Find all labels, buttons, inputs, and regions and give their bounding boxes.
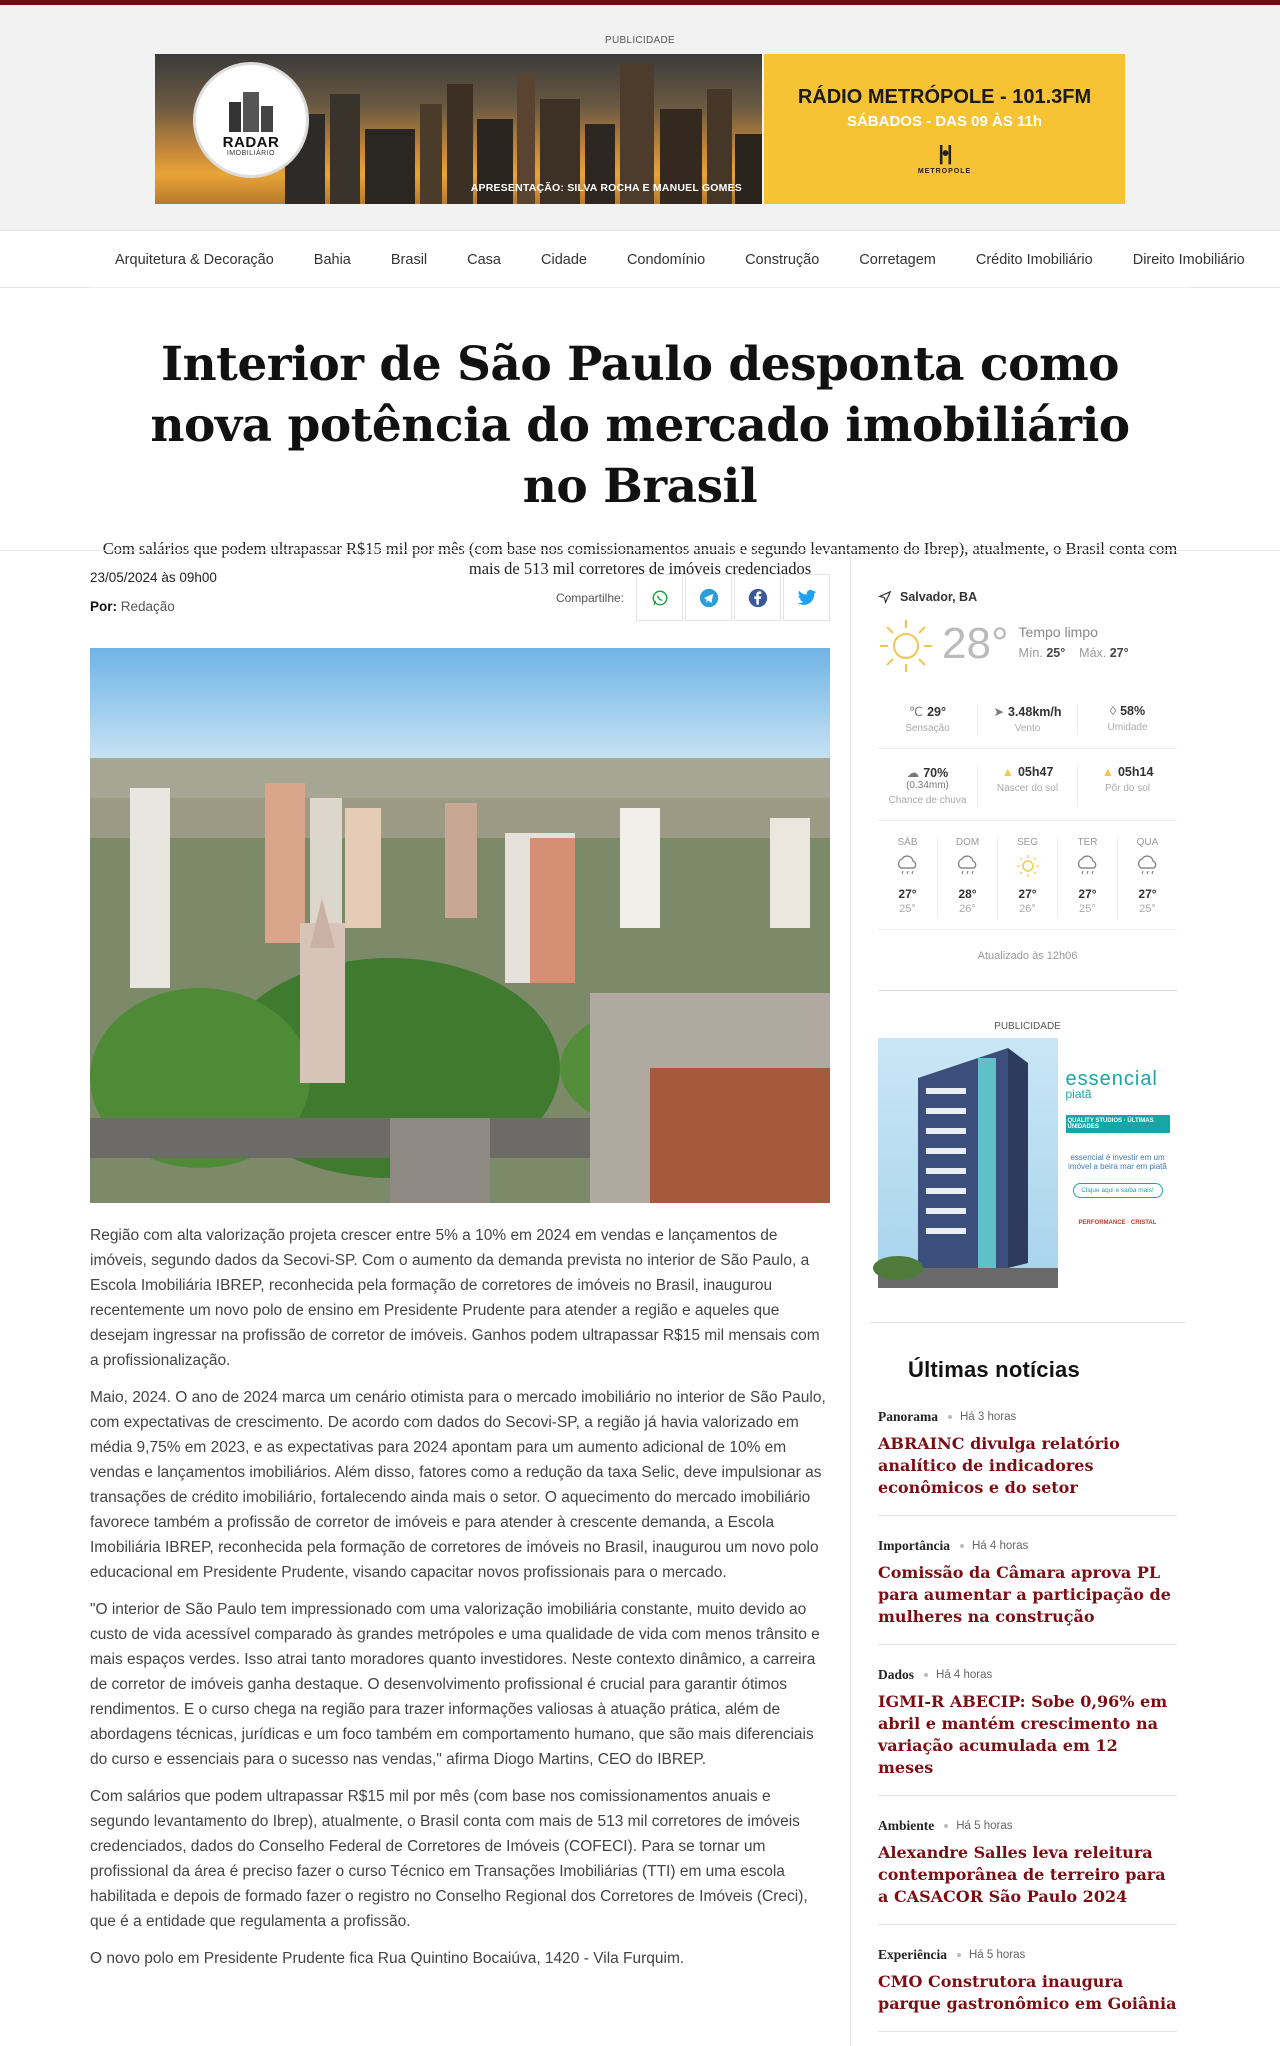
metropole-mark-icon: |•| [938, 143, 951, 165]
essencial-piata-ad[interactable] [878, 1038, 1178, 1288]
article-paragraph: Com salários que podem ultrapassar R$15 mil por mês (com base nos comissionamentos anuais e segundo levantamento do Ibrep), atualmente, o Brasil conta com mais de 513 mil corretores de imóveis credenciados, dados do Conselho Federal de Corretores de Imóveis (COFECI). Para se tornar um profissional da área é preciso fazer o curso Técnico em Transações Imobiliárias (TTI) em uma escola habilitada e depois de formado fazer o registro no Conselho Regional dos Corretores de Imóveis (Creci), que é a entidade que regulamenta a profissão. [90, 1788, 808, 1930]
sunset-value: 05h14 [1117, 765, 1154, 779]
article-subtitle: Com salários que podem ultrapassar R$15 mil por mês (com base nos comissionamentos anuais e segundo levantamento do Ibrep), atualmente, o Brasil conta com mais de 513 mil corretores de imóveis credenciados [102, 539, 1178, 578]
rain-cloud-icon: ☁ [906, 766, 920, 780]
essencial-cta-button[interactable]: Clique aqui e saiba mais! [1073, 1183, 1163, 1198]
sidebar [870, 570, 1185, 2032]
forecast-max: 28° [958, 887, 977, 901]
essencial-partner-logos: PERFORMANCE · CRISTAL [1078, 1220, 1157, 1226]
weather-forecast [878, 837, 1177, 930]
article-paragraph: "O interior de São Paulo tem impressionado com uma valorização imobiliária constante, muito devido ao custo de vida acessível comparado às grandes metrópoles e uma qualidade de vida com menos trânsito e mais espaços verdes. Isso atrai tanto moradores quanto investidores. Neste contexto dinâmico, a carreira de corretor de imóveis ganha destaque. O desenvolvimento profissional é crucial para garantir ótimos rendimentos. E o curso chega na região para trazer informações valiosas à atuação prática, além de abordagens técnicas, jurídicas e um foco também em comportamento humano, que são mais diferenciais do curso e essenciais para o sucesso nas vendas," afirma Diogo Martins, CEO do IBREP. [90, 1601, 820, 1768]
rain-cloud-icon [1135, 854, 1161, 878]
humidity-value: 58% [1120, 704, 1146, 718]
wind-label: Vento [1014, 723, 1041, 734]
article-body [90, 1223, 830, 1971]
building-render-image [878, 1038, 1058, 1288]
dot-separator [948, 1415, 952, 1419]
article-column [90, 570, 830, 1983]
min-label: Mín. [1018, 646, 1043, 660]
news-item[interactable] [878, 1796, 1177, 1925]
rain-chance-stat [878, 765, 978, 806]
building-render-graphic [878, 1038, 1058, 1288]
article-paragraph: Região com alta valorização projeta crescer entre 5% a 10% em 2024 em vendas e lançamentos de imóveis, segundo dados da Secovi-SP. Com o aumento da demanda prevista no interior de São Paulo, a Escola Imobiliária IBREP, reconhecida pela formação de corretores de imóveis no Brasil, inaugurou recentemente um novo polo de ensino em Presidente Prudente para atender a região e aqueles que desejam ingressar na profissão de corretor de imóveis. Ganhos podem ultrapassar R$15 mil mensais com a profissionalização. [90, 1227, 820, 1369]
sunset-label: Pôr do sol [1104, 783, 1151, 794]
feels-like-label: Sensação [905, 723, 950, 734]
dot-separator [957, 1953, 961, 1957]
essencial-bar: QUALITY STUDIOS · ÚLTIMAS UNIDADES [1066, 1115, 1170, 1133]
sidebar-separator [870, 1322, 1185, 1323]
news-item[interactable] [878, 1383, 1177, 1516]
essencial-tagline: essencial é investir em um imóvel a beira mar em piatã [1068, 1153, 1167, 1171]
forecast-min: 25° [1079, 903, 1096, 915]
whatsapp-icon [651, 589, 669, 607]
latest-news [870, 1357, 1185, 2032]
rain-amount: (0.34mm) [906, 780, 949, 791]
humidity-stat [1078, 704, 1177, 734]
sunset-stat [1078, 765, 1177, 806]
sunrise-icon: ▲ [1001, 765, 1014, 779]
header-divider [0, 550, 1280, 551]
rain-chance-label: Chance de chuva [888, 795, 967, 806]
forecast-day [878, 837, 938, 919]
news-title-link[interactable]: Alexandre Salles leva releitura contemporânea de terreiro para a CASACOR São Paulo 2024 [878, 1843, 1166, 1906]
essencial-ad-text [1058, 1038, 1178, 1288]
article-photo [90, 648, 830, 1203]
latest-news-heading: Últimas notícias [908, 1357, 1080, 1382]
forecast-max: 27° [1138, 887, 1157, 901]
dot-separator [944, 1824, 948, 1828]
share-label: Compartilhe: [555, 590, 624, 605]
city-aerial-image [90, 648, 830, 1203]
nav-item-corretagem[interactable]: Corretagem [859, 251, 936, 268]
news-category[interactable]: Panorama [878, 1409, 938, 1424]
article-date: 23/05/2024 às 09h00 [90, 570, 217, 585]
top-ad-area [0, 5, 1280, 230]
forecast-min: 26° [959, 903, 976, 915]
nav-item-cidade[interactable]: Cidade [541, 251, 587, 268]
category-nav-list [90, 231, 1245, 288]
essencial-brand-sub: piatã [1065, 1087, 1092, 1101]
wind-stat [978, 704, 1078, 734]
rain-cloud-icon [1075, 854, 1101, 878]
category-nav [0, 230, 1280, 288]
radar-logo [193, 62, 309, 178]
min-temp: 25° [1046, 646, 1066, 660]
article-title: Interior de São Paulo desponta como nova potência do mercado imobiliário no Brasil [150, 337, 1130, 514]
news-item[interactable] [878, 1645, 1177, 1796]
share-facebook-button[interactable] [734, 574, 781, 621]
sun-icon [878, 618, 934, 674]
news-title-link[interactable]: ABRAINC divulga relatório analítico de indicadores econômicos e do setor [878, 1434, 1120, 1497]
banner-skyline-image [155, 54, 762, 204]
telegram-icon [699, 588, 719, 608]
weather-location-name: Salvador, BA [900, 590, 978, 604]
metropole-logo [918, 144, 971, 175]
sunrise-stat [978, 765, 1078, 806]
essencial-brand: essencial [1065, 1068, 1158, 1090]
nav-item-brasil[interactable]: Brasil [390, 251, 428, 268]
wind-value: 3.48km/h [1007, 704, 1062, 719]
news-time: Há 4 horas [936, 1669, 993, 1681]
weather-stats-row [878, 704, 1177, 749]
news-time: Há 3 horas [960, 1411, 1017, 1423]
news-time: Há 5 horas [956, 1820, 1013, 1832]
forecast-day [1058, 837, 1118, 919]
news-title-link[interactable]: CMO Construtora inaugura parque gastronômico em Goiânia [878, 1972, 1177, 2013]
forecast-max: 27° [1078, 887, 1097, 901]
article-paragraph: O novo polo em Presidente Prudente fica Rua Quintino Bocaiúva, 1420 - Vila Furquim. [90, 1950, 685, 1967]
forecast-day-name: QUA [1136, 837, 1159, 848]
share-telegram-button[interactable] [685, 574, 732, 621]
forecast-day-name: SEG [1016, 837, 1039, 848]
sidebar-ad-label: PUBLICIDADE [994, 1021, 1061, 1032]
sunrise-value: 05h47 [1017, 765, 1054, 779]
news-time: Há 4 horas [972, 1540, 1029, 1552]
nav-item-credito-imobiliario[interactable]: Crédito Imobiliário [975, 251, 1093, 268]
weather-location[interactable] [878, 590, 1185, 604]
weather-condition: Tempo limpo [1018, 624, 1098, 640]
weather-temperature: 28° [942, 619, 1009, 668]
weather-widget [870, 590, 1185, 991]
radar-subtitle: IMOBILIÁRIO [226, 150, 276, 157]
forecast-day [938, 837, 998, 919]
radar-title: RADAR [222, 134, 280, 151]
news-title-link[interactable]: IGMI-R ABECIP: Sobe 0,96% em abril e mantém crescimento na variação acumulada em 12 meses [878, 1692, 1168, 1777]
nav-item-condominio[interactable]: Condomínio [626, 251, 706, 268]
forecast-max: 27° [1018, 887, 1037, 901]
nav-item-bahia[interactable]: Bahia [313, 251, 351, 268]
column-divider [850, 551, 851, 2046]
facebook-icon [748, 588, 768, 608]
presenters-text: APRESENTAÇÃO: SILVA ROCHA E MANUEL GOMES [470, 182, 742, 194]
forecast-day-name: DOM [955, 837, 980, 848]
radio-title: RÁDIO METRÓPOLE - 101.3FM [797, 86, 1092, 108]
feels-like-stat [878, 704, 978, 734]
feels-like-value: 29° [927, 704, 946, 719]
sunset-icon: ▲ [1101, 765, 1114, 779]
dot-separator [960, 1544, 964, 1548]
article-header [0, 288, 1280, 579]
sun-icon [1015, 854, 1041, 878]
news-category[interactable]: Importância [878, 1538, 950, 1553]
news-item[interactable] [878, 1925, 1177, 2032]
forecast-min: 25° [899, 903, 916, 915]
radio-schedule: SÁBADOS - DAS 09 ÀS 11h [846, 113, 1043, 130]
forecast-min: 26° [1019, 903, 1036, 915]
news-category[interactable]: Dados [878, 1667, 915, 1682]
rain-chance-value: 70% [923, 765, 949, 780]
building-logo-icon [223, 88, 279, 132]
weather-current [878, 618, 1185, 674]
share-whatsapp-button[interactable] [636, 574, 683, 621]
max-temp: 27° [1109, 646, 1129, 660]
article-author[interactable]: Redação [120, 599, 175, 614]
weather-condition-block [1019, 624, 1129, 660]
article-paragraph: Maio, 2024. O ano de 2024 marca um cenário otimista para o mercado imobiliário no interior de São Paulo, com expectativas de crescimento. De acordo com dados do Secovi-SP, a região já havia valorizado em média 9,75% em 2023, e as expectativas para 2024 apontam para um aumento adicional de 10% em vendas e lançamentos imobiliários. Além disso, fatores como a redução da taxa Selic, deve impulsionar as transações de crédito imobiliário, fortalecendo ainda mais o setor. O aquecimento do mercado imobiliário favorece também a profissão de corretor de imóveis e para atender à crescente demanda, a Escola Imobiliária IBREP, reconhecida pela formação de corretores de imóveis no Brasil, inaugurou um novo polo educacional em Presidente Prudente, visando capacitar novos profissionais para o mercado. [90, 1389, 826, 1581]
location-arrow-icon [878, 590, 892, 604]
radio-panel [764, 54, 1125, 204]
weather-min-max [1019, 646, 1129, 660]
share-twitter-button[interactable] [783, 574, 830, 621]
news-category[interactable]: Experiência [878, 1947, 947, 1962]
twitter-icon [797, 589, 817, 607]
rain-cloud-icon [895, 854, 921, 878]
forecast-day [998, 837, 1058, 919]
radar-imobiliario-banner[interactable] [155, 54, 1125, 204]
max-label: Máx. [1079, 646, 1107, 660]
forecast-day [1118, 837, 1177, 919]
weather-updated: Atualizado às 12h06 [878, 950, 1177, 991]
news-time: Há 5 horas [969, 1949, 1026, 1961]
forecast-max: 27° [898, 887, 917, 901]
news-category[interactable]: Ambiente [878, 1818, 935, 1833]
share-bar [556, 574, 830, 621]
nav-item-arquitetura[interactable]: Arquitetura & Decoração [115, 251, 274, 268]
metropole-name: METROPOLE [917, 168, 972, 175]
rain-cloud-icon [955, 854, 981, 878]
nav-item-casa[interactable]: Casa [467, 251, 501, 268]
dot-separator [924, 1673, 928, 1677]
thermometer-icon: ℃ [909, 705, 924, 719]
nav-item-construcao[interactable]: Construção [745, 251, 820, 268]
drop-icon: ◊ [1109, 704, 1117, 718]
forecast-min: 25° [1139, 903, 1156, 915]
nav-item-direito-imobiliario[interactable]: Direito Imobiliário [1132, 251, 1245, 268]
forecast-day-name: TER [1077, 837, 1098, 848]
weather-stats-row-2 [878, 765, 1177, 821]
wind-icon: ➤ [993, 705, 1004, 719]
sunrise-label: Nascer do sol [996, 783, 1059, 794]
news-title-link[interactable]: Comissão da Câmara aprova PL para aumentar a participação de mulheres na construção [878, 1563, 1171, 1626]
humidity-label: Umidade [1107, 722, 1148, 733]
byline-label: Por: [90, 599, 117, 614]
forecast-day-name: SÁB [897, 837, 918, 848]
ad-label: PUBLICIDADE [605, 35, 675, 46]
news-item[interactable] [878, 1516, 1177, 1645]
